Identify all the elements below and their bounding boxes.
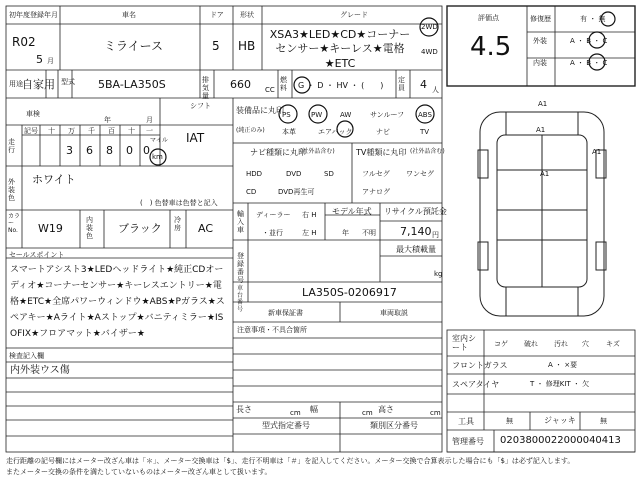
mileage-unit-0: 記号: [24, 127, 38, 135]
tools-label: 工具: [458, 417, 474, 426]
car-name-label: 車名: [122, 11, 136, 19]
score-value: 4.5: [470, 32, 512, 62]
equip-airbag: エアバック: [318, 128, 353, 136]
mileage-digit-4: 8: [106, 144, 113, 157]
front-glass-value: A ・ ×要: [548, 361, 578, 369]
import-parallel: ・並行: [262, 229, 283, 237]
tv-oneseg: ワンセグ: [406, 170, 434, 178]
nav-sub: (社外品含む): [300, 148, 335, 155]
length-unit: cm: [290, 409, 301, 417]
interior-sheet-label: 室内シート: [452, 334, 476, 353]
inspector-label: 検査記入欄: [9, 352, 44, 360]
nav-label: ナビ種類に丸印: [250, 148, 306, 157]
nav-dvd-play: DVD再生可: [278, 188, 315, 196]
ac-label: 冷房: [174, 216, 181, 233]
type-cert-label: 型式指定番号: [262, 421, 310, 430]
shape-value: HB: [238, 39, 256, 53]
jack-value: 無: [600, 417, 607, 425]
length-label: 長さ: [236, 405, 252, 414]
sheet-scratch: キズ: [606, 340, 620, 348]
model-year-year: 年: [342, 229, 349, 237]
nav-sd: SD: [324, 170, 334, 178]
tools-value: 無: [506, 417, 513, 425]
capacity-value: 4: [420, 78, 427, 91]
import-label: 輸入車: [237, 210, 244, 235]
color-label: 外装色: [8, 178, 15, 203]
inspection-year: 年: [104, 116, 111, 124]
inspection-label: 車検: [26, 110, 40, 118]
exterior-options: A ・ B ・ C: [570, 37, 608, 45]
displacement-value: 660: [230, 78, 251, 91]
mileage-digit-6: 0: [143, 144, 150, 157]
manual-label: 車両取説: [380, 309, 408, 317]
color-no-label: カラーNo.: [8, 213, 21, 234]
reg-era: R02: [12, 35, 36, 49]
use-label: 用途: [9, 80, 23, 88]
sheet-hole: 穴: [582, 340, 589, 348]
tv-analog: アナログ: [362, 188, 390, 196]
equip-ps: PS: [282, 111, 291, 119]
repair-label: 修復歴: [530, 15, 551, 23]
car-diagram: [478, 112, 606, 316]
drive-2wd: 2WD: [421, 23, 438, 31]
diagram-mark-1: A1: [538, 100, 548, 108]
reg-month: 5: [36, 53, 43, 66]
mileage-unit-5: 十: [128, 127, 135, 135]
grade-label: グレード: [340, 11, 368, 19]
equip-abs: ABS: [418, 111, 432, 119]
equip-sunroof: サンルーフ: [370, 111, 405, 119]
reg-month-unit: 月: [47, 57, 54, 65]
model-year-label: モデル年式: [332, 207, 372, 216]
score-label: 評価点: [478, 14, 499, 22]
mgmt-label: 管理番号: [452, 437, 484, 446]
capacity-label: 定員: [398, 76, 405, 93]
equip-tv: TV: [420, 128, 430, 136]
displacement-label: 排気量: [202, 76, 209, 101]
mileage-digit-5: 0: [126, 144, 133, 157]
equip-navi: ナビ: [376, 128, 390, 136]
max-load-label: 最大積載量: [396, 245, 436, 254]
chassis-value: LA350S-0206917: [302, 286, 397, 299]
diagram-mark-4: A1: [592, 148, 602, 156]
width-label: 幅: [310, 405, 318, 414]
interior-options: A ・ B ・ C: [570, 59, 608, 67]
nav-dvd: DVD: [286, 170, 302, 178]
nav-hdd: HDD: [246, 170, 263, 178]
mileage-unit-1: 十: [48, 127, 55, 135]
spare-tire-value: T ・ 修理KIT ・ 欠: [530, 380, 590, 388]
diagram-mark-3: A1: [540, 170, 550, 178]
mileage-digit-3: 6: [86, 144, 93, 157]
inspector-text: 内外装ウス傷: [10, 365, 70, 376]
footer-line-1: 走行距離の記号欄にはメーター改ざん車は「＊」、メーター交換車は「$」、走行不明車は「＃」を記入してください。メーター交換で合算表示した場合にも「$」は必ず記入します。: [6, 457, 575, 465]
sales-point-text: スマートアシスト3★LEDヘッドライト★純正CDオーディオ★コーナーセンサー★キーレスエントリー★電格★ETC★全席パワーウィンドウ★ABS★Pガラス★スペアキー★Aライト★Aストップ★バニティミラー★ISOFIX★フロアマット★バイザー★: [10, 265, 225, 339]
repair-options: 有 ・ 無: [580, 15, 606, 23]
model-value: 5BA-LA350S: [98, 78, 166, 91]
first-reg-label: 初年度登録年月: [9, 11, 58, 19]
chassis-label: 車台番号: [237, 285, 244, 313]
drive-4wd: 4WD: [421, 48, 438, 56]
nav-cd: CD: [246, 188, 257, 196]
recycle-value: 7,140: [400, 225, 432, 238]
footer-line-2: またメーター交換の条件を満たしていないものはメーター改ざん車として扱います。: [6, 468, 272, 476]
interior-eval-label: 内装: [533, 59, 547, 67]
interior-color-value: ブラック: [118, 222, 162, 235]
color-value: ホワイト: [32, 173, 76, 186]
car-name: ミライース: [104, 39, 164, 53]
sheet-burn: コゲ: [494, 340, 508, 348]
mileage-label: 走行: [8, 138, 15, 155]
equip-pw: PW: [311, 111, 323, 119]
jack-label: ジャッキ: [544, 416, 576, 425]
mileage-unit-6: 一: [146, 127, 153, 135]
use-value: 自家用: [22, 78, 55, 91]
mileage-unit-3: 千: [88, 127, 95, 135]
max-load-unit: kg: [434, 270, 443, 278]
class-no-label: 類別区分番号: [370, 421, 418, 430]
mileage-mile: マイル: [150, 137, 168, 144]
capacity-unit: 人: [432, 86, 439, 94]
mgmt-value: 0203800022000040413: [500, 435, 621, 446]
mileage-unit-2: 万: [68, 127, 75, 135]
equip-aw: AW: [340, 111, 352, 119]
color-note: ( ) 色替車は色替と記入: [140, 199, 218, 207]
height-label: 高さ: [378, 405, 394, 414]
new-car-warranty: 新車保証書: [268, 309, 303, 317]
sheet-dirt: 汚れ: [554, 340, 568, 348]
shift-label: シフト: [190, 102, 211, 110]
equipment-sub: (純正のみ): [236, 127, 265, 134]
inspection-month: 月: [146, 116, 153, 124]
model-label: 型式: [61, 78, 75, 86]
door-label: ドア: [210, 11, 224, 19]
equip-leather: 本革: [282, 128, 296, 136]
sales-point-label: セールスポイント: [9, 251, 65, 259]
sheet-tear: 破れ: [524, 340, 538, 348]
exterior-label: 外装: [533, 37, 547, 45]
notes-label: 注意事項・不具合箇所: [237, 326, 307, 334]
shape-label: 形状: [240, 11, 254, 19]
model-year-unknown: 不明: [362, 229, 376, 237]
front-glass-label: フロントガラス: [452, 361, 508, 370]
fuel-options: G ・ D ・ HV ・ ( ): [298, 81, 384, 90]
tv-fullseg: フルセグ: [362, 170, 390, 178]
mileage-unit-4: 百: [108, 127, 115, 135]
doors-value: 5: [212, 39, 220, 53]
reg-no-label: 登録番号: [237, 252, 244, 285]
color-no-value: W19: [38, 222, 63, 235]
cc-unit: CC: [265, 86, 275, 94]
shift-value: IAT: [186, 131, 205, 145]
interior-color-label: 内装色: [86, 216, 93, 241]
recycle-label: リサイクル預託金: [384, 207, 447, 216]
recycle-unit: 円: [432, 231, 439, 239]
grade-value: XSA3★LED★CD★コーナーセンサー★キーレス★電格★ETC: [269, 28, 411, 70]
tv-label: TV種類に丸印: [356, 148, 407, 157]
diagram-mark-2: A1: [536, 126, 546, 134]
tv-sub: (社外品含む): [410, 148, 445, 155]
import-dealer: ディーラー: [256, 211, 291, 219]
import-right: 右 H: [302, 211, 317, 219]
ac-value: AC: [198, 222, 214, 235]
import-left: 左 H: [302, 229, 317, 237]
height-unit: cm: [430, 409, 441, 417]
mileage-digit-2: 3: [66, 144, 73, 157]
width-unit: cm: [362, 409, 373, 417]
fuel-label: 燃料: [280, 76, 287, 93]
spare-tire-label: スペアタイヤ: [452, 380, 500, 389]
mileage-km: km: [152, 153, 163, 161]
equipment-label: 装備品に丸印: [236, 106, 284, 115]
